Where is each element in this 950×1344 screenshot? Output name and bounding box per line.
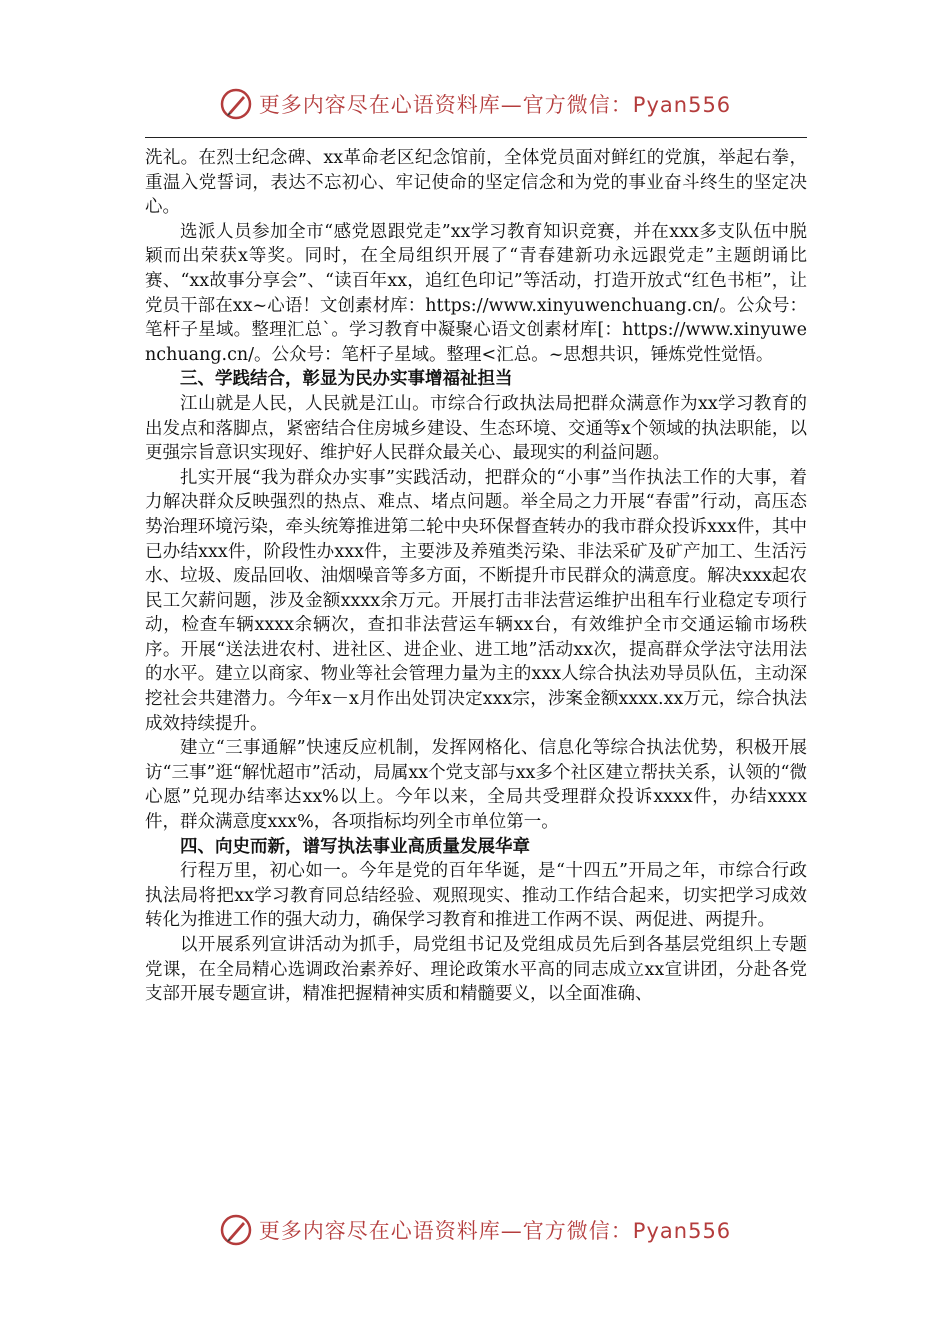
- paragraph: 行程万里，初心如一。今年是党的百年华诞，是“十四五”开局之年，市综合行政执法局将把xx学习教育同总结经验、观照现实、推动工作结合起来，切实把学习成效转化为推进工作的强大动力，确保学习教育和推进工作两不误、两促进、两提升。: [145, 861, 807, 931]
- section-heading: 三、学践结合，彰显为民办实事增福祉担当: [180, 369, 513, 390]
- paragraph: 以开展系列宣讲活动为抓手，局党组书记及党组成员先后到各基层党组织上专题党课，在全局精心选调政治素养好、理论政策水平高的同志成立xx宣讲团，分赴各党支部开展专题宣讲，精准把握精神实质和精髓要义，以全面准确、: [145, 935, 807, 1005]
- paragraph: 选派人员参加全市“感党恩跟党走”xx学习教育知识竞赛，并在xxx多支队伍中脱颖而出荣获x等奖。同时，在全局组织开展了“青春建新功永远跟党走”主题朗诵比赛、“xx故事分享会”、“读百年xx，追红色印记”等活动，打造开放式“红色书柜”，让党员干部在xx~心语！文创素材库：https://www.xinyuwenchuang.cn/。公众号：笔杆子星域。整理汇总`。学习教育中凝聚心语文创素材库[：https://www.xinyuwenchuang.cn/。公众号：笔杆子星域。整理<汇总。~思想共识，锤炼党性觉悟。: [145, 221, 807, 365]
- footer-banner-text: 更多内容尽在心语资料库—官方微信：Pyan556: [258, 1219, 732, 1243]
- footer-banner: [0, 1210, 950, 1250]
- header-banner: [0, 84, 950, 124]
- pen-logo-icon: [219, 87, 253, 121]
- section-heading: 四、向史而新，谱写执法事业高质量发展华章: [180, 836, 530, 857]
- paragraph: 江山就是人民，人民就是江山。市综合行政执法局把群众满意作为xx学习教育的出发点和落脚点，紧密结合住房城乡建设、生态环境、交通等x个领域的执法职能，以更强宗旨意识实现好、维护好人民群众最关心、最现实的利益问题。: [145, 393, 807, 464]
- paragraph: 洗礼。在烈士纪念碑、xx革命老区纪念馆前，全体党员面对鲜红的党旗，举起右拳，重温入党誓词，表达不忘初心、牢记使命的坚定信念和为党的事业奋斗终生的坚定决心。: [145, 148, 807, 218]
- paragraph: 建立“三事通解”快速反应机制，发挥网格化、信息化等综合执法优势，积极开展访“三事”逛“解忧超市”活动，局属xx个党支部与xx多个社区建立帮扶关系，认领的“微心愿”兑现办结率达xx%以上。今年以来，全局共受理群众投诉xxxx件，办结xxxx件，群众满意度xxx%，各项指标均列全市单位第一。: [145, 738, 807, 833]
- paragraph: 扎实开展“我为群众办实事”实践活动，把群众的“小事”当作执法工作的大事，着力解决群众反映强烈的热点、难点、堵点问题。举全局之力开展“春雷”行动，高压态势治理环境污染，牵头统筹推进第二轮中央环保督查转办的我市群众投诉xxx件，其中已办结xxx件，阶段性办xxx件，主要涉及养殖类污染、非法采矿及矿产加工、生活污水、垃圾、废品回收、油烟噪音等多方面，不断提升市民群众的满意度。解决xxx起农民工欠薪问题，涉及金额xxxx余万元。开展打击非法营运维护出租车行业稳定专项行动，检查车辆xxxx余辆次，查扣非法营运车辆xx台，有效维护全市交通运输市场秩序。开展“送法进农村、进社区、进企业、进工地”活动xx次，提高群众学法守法用法的水平。建立以商家、物业等社会管理力量为主的xxx人综合执法劝导员队伍，主动深挖社会共建潜力。今年x－x月作出处罚决定xxx宗，涉案金额xxxx.xx万元，综合执法成效持续提升。: [145, 467, 807, 734]
- header-divider: [145, 137, 807, 138]
- pen-logo-icon: [219, 1213, 253, 1247]
- header-banner-text: 更多内容尽在心语资料库—官方微信：Pyan556: [258, 93, 732, 117]
- document-body: [145, 146, 807, 1007]
